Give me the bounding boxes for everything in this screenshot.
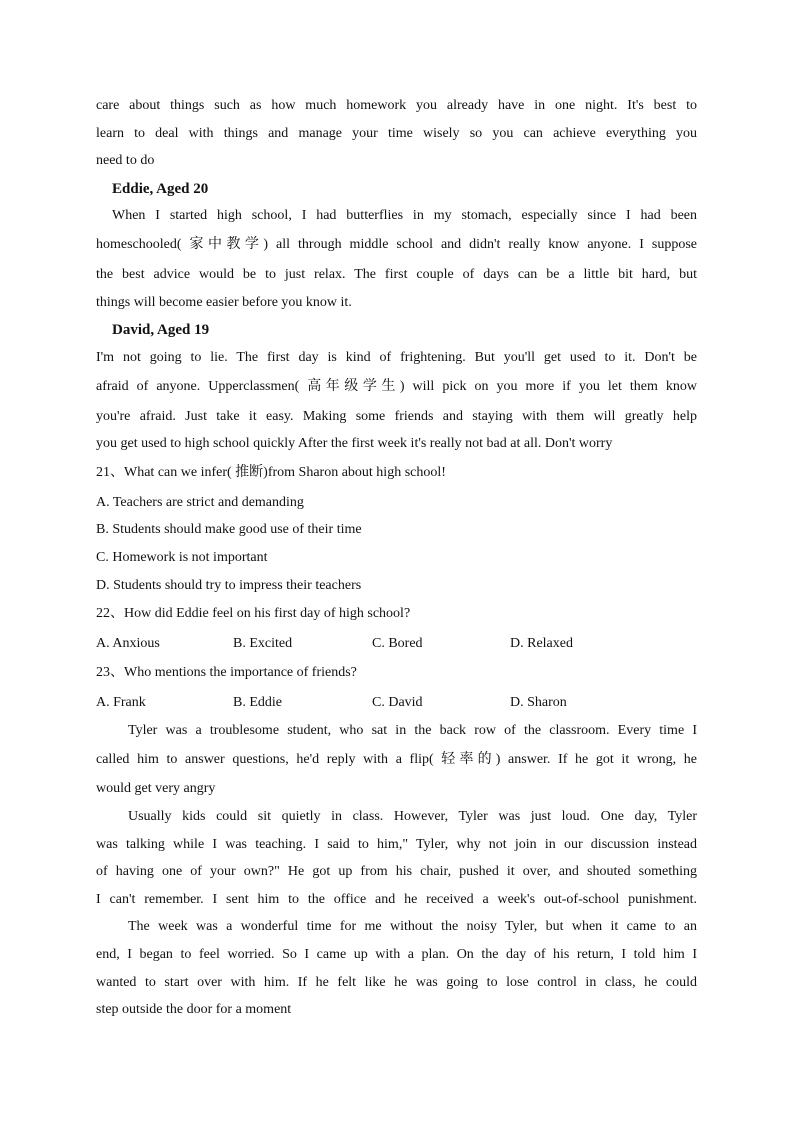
answer-option: A. Anxious [96,636,160,651]
answer-option: C. Homework is not important [96,550,268,565]
answer-option: B. Eddie [233,695,282,710]
passage-line: homeschooled( 家中教学) all through middle school and didn't really know anyone. I suppose [96,237,697,252]
passage-line: you get used to high school quickly After the first week it's really not bad at all. Don't worry [96,436,613,451]
passage-line: called him to answer questions, he'd reply with a flip( 轻率的) answer. If he got it wrong, he [96,752,697,767]
answer-option: D. Relaxed [510,636,573,651]
question-stem-23: 23、Who mentions the importance of friends? [96,665,357,680]
passage-line: When I started high school, I had butterflies in my stomach, especially since I had been [112,208,697,223]
passage-line: afraid of anyone. Upperclassmen( 高年级学生) will pick on you more if you let them know [96,379,697,394]
passage-line: was talking while I was teaching. I said to him," Tyler, why not join in our discussion instead [96,837,697,852]
passage-line: you're afraid. Just take it easy. Making some friends and staying with them will greatly help [96,409,697,424]
passage-line: learn to deal with things and manage your time wisely so you can achieve everything you [96,126,697,141]
section-heading-david: David, Aged 19 [112,322,210,338]
passage-line: things will become easier before you know it. [96,295,352,310]
answer-option: B. Excited [233,636,293,651]
passage-line: I can't remember. I sent him to the office and he received a week's out-of-school punishment. [96,892,697,907]
answer-option: A. Frank [96,695,146,710]
answer-option: C. Bored [372,636,423,651]
answer-option: A. Teachers are strict and demanding [96,495,304,510]
passage-line: I'm not going to lie. The first day is kind of frightening. But you'll get used to it. Don't be [96,350,697,365]
question-stem-22: 22、How did Eddie feel on his first day of high school? [96,606,411,621]
passage-line: care about things such as how much homework you already have in one night. It's best to [96,98,697,113]
passage-line: Tyler was a troublesome student, who sat in the back row of the classroom. Every time I [128,723,697,738]
answer-option: C. David [372,695,423,710]
passage-line: wanted to start over with him. If he felt like he was going to lose control in class, he could [96,975,697,990]
answer-option: D. Students should try to impress their teachers [96,578,362,593]
answer-option: B. Students should make good use of their time [96,522,362,537]
passage-line: would get very angry [96,781,216,796]
question-stem-21: 21、What can we infer( 推断)from Sharon about high school! [96,465,446,480]
answer-options-row [96,693,697,713]
passage-line: the best advice would be to just relax. The first couple of days can be a little bit hard, but [96,267,697,282]
passage-line: end, I began to feel worried. So I came up with a plan. On the day of his return, I told him I [96,947,697,962]
passage-line: of having one of your own?" He got up from his chair, pushed it over, and shouted something [96,864,697,879]
passage-line: The week was a wonderful time for me without the noisy Tyler, but when it came to an [128,919,697,934]
passage-line: need to do [96,153,155,168]
answer-options-row [96,634,697,654]
section-heading-eddie: Eddie, Aged 20 [112,181,209,197]
passage-line: Usually kids could sit quietly in class. However, Tyler was just loud. One day, Tyler [128,809,697,824]
passage-line: step outside the door for a moment [96,1002,292,1017]
answer-option: D. Sharon [510,695,567,710]
